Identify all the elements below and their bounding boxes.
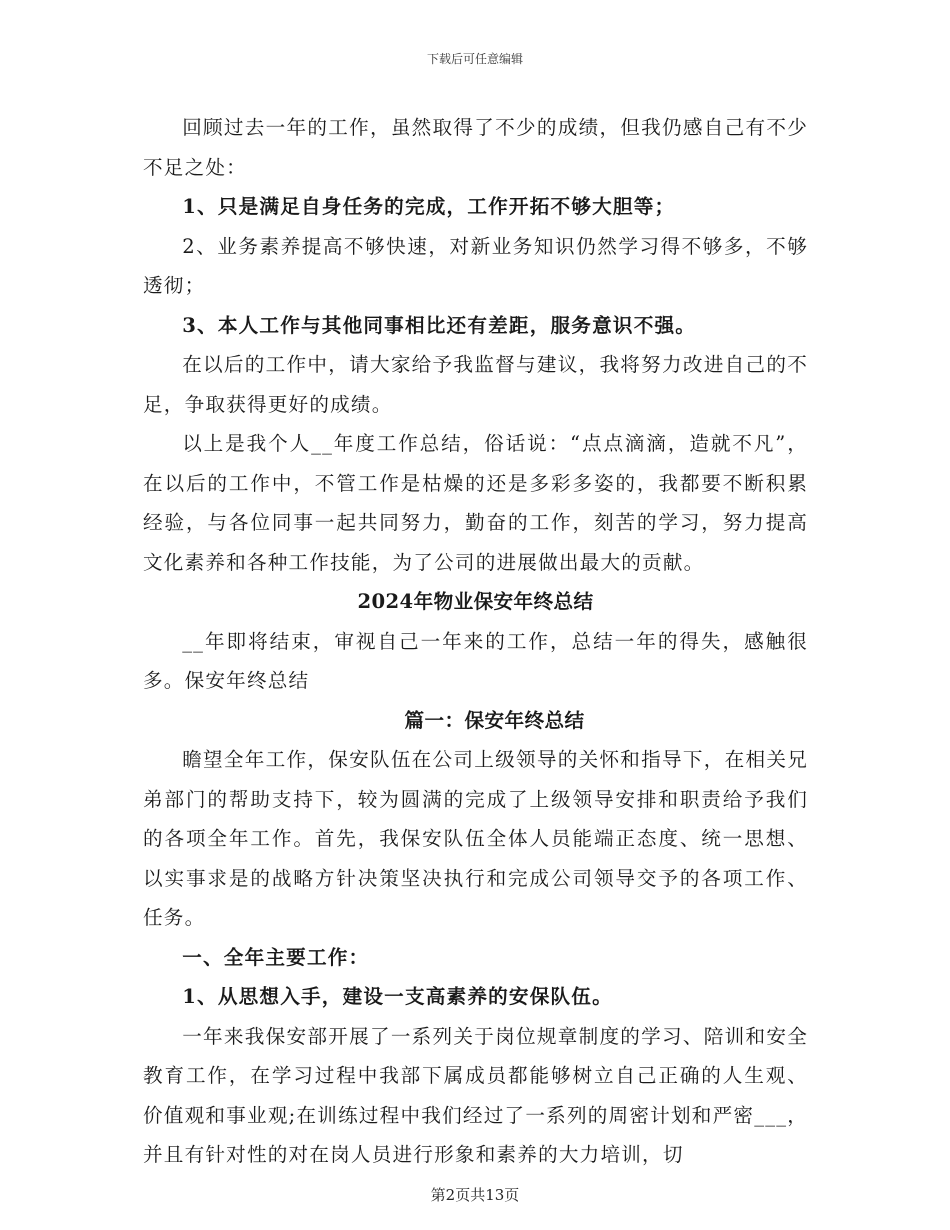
subsection-heading-team: 1、从思想入手，建设一支高素养的安保队伍。 — [182, 985, 613, 1008]
paragraph-intro: __年即将结束，审视自己一年来的工作，总结一年的得失，感触很多。保安年终总结 — [143, 629, 808, 692]
paragraph-review: 回顾过去一年的工作，虽然取得了不少的成绩，但我仍感自己有不少不足之处： — [143, 116, 808, 179]
page-footer-number: 第2页共13页 — [430, 1186, 520, 1204]
paragraph-shortcoming-1: 1、只是满足自身任务的完成，工作开拓不够大胆等； — [182, 195, 676, 218]
paragraph-training: 一年来我保安部开展了一系列关于岗位规章制度的学习、陪训和安全教育工作，在学习过程中我部下属成员都能够树立自己正确的人生观、价值观和事业观;在训练过程中我们经过了一系列的周密计划和严密___，并且有针对性的对在岗人员进行形象和素养的大力培训，切 — [143, 1024, 808, 1166]
paragraph-future: 在以后的工作中，请大家给予我监督与建议，我将努力改进自己的不足，争取获得更好的成绩。 — [143, 353, 808, 416]
page-header-note: 下载后可任意编辑 — [426, 52, 523, 66]
paragraph-shortcoming-2: 2、业务素养提高不够快速，对新业务知识仍然学习得不够多，不够透彻； — [143, 234, 808, 297]
paragraph-conclusion: 以上是我个人__年度工作总结，俗话说：“点点滴滴，造就不凡”，在以后的工作中，不管工作是枯燥的还是多彩多姿的，我都要不断积累经验，与各位同事一起共同努力，勤奋的工作，刻苦的学习，努力提高文化素养和各种工作技能，为了公司的进展做出最大的贡献。 — [143, 432, 808, 574]
section-heading-main-work: 一、全年主要工作： — [182, 945, 370, 969]
document-body — [143, 108, 808, 1175]
paragraph-overview: 瞻望全年工作，保安队伍在公司上级领导的关怀和指导下，在相关兄弟部门的帮助支持下，较为圆满的完成了上级领导安排和职责给予我们的各项全年工作。首先，我保安队伍全体人员能端正态度、统一思想、以实事求是的战略方针决策坚决执行和完成公司领导交予的各项工作、任务。 — [143, 748, 808, 929]
paragraph-shortcoming-3: 3、本人工作与其他同事相比还有差距，服务意识不强。 — [182, 313, 697, 337]
section-subtitle: 篇一：保安年终总结 — [404, 708, 585, 732]
document-title: 2024年物业保安年终总结 — [357, 590, 594, 613]
